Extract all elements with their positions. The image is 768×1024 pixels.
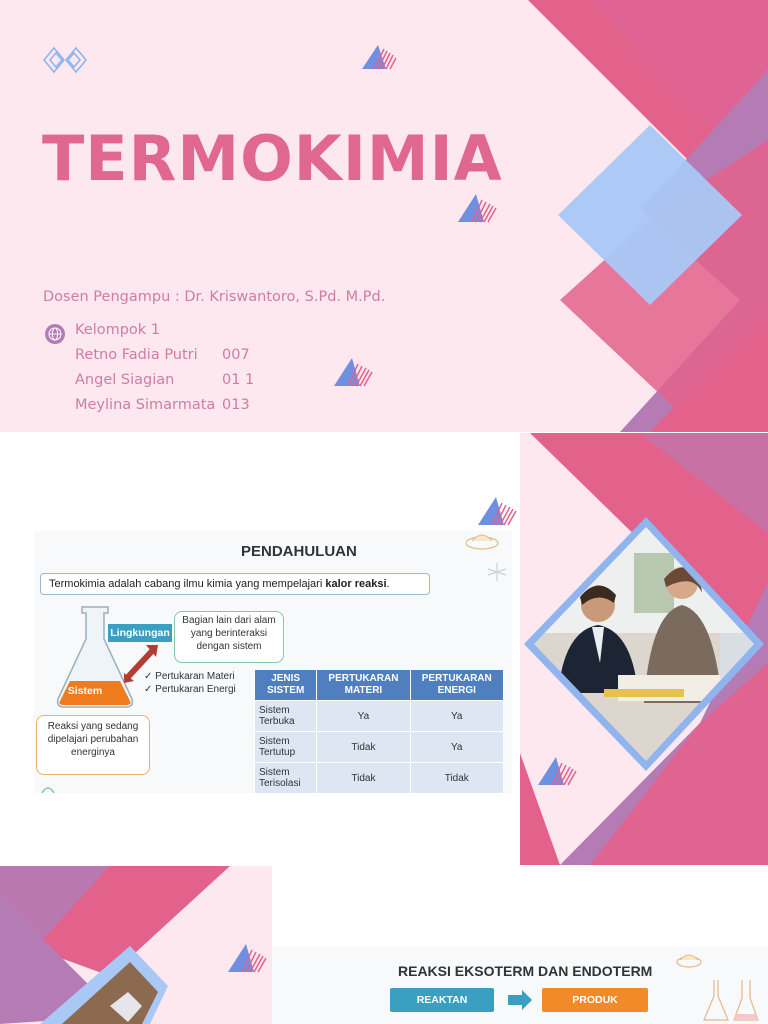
striped-triangle-icon: [360, 43, 400, 71]
environment-callout: Bagian lain dari alam yang berinteraksi dengan sistem: [174, 611, 284, 663]
petri-dish-icon: [464, 527, 504, 553]
member-number: 01 1: [222, 372, 255, 388]
intro-slide: [0, 433, 768, 865]
member-number: 013: [222, 397, 250, 413]
infinity-logo-icon: [42, 44, 88, 76]
table-row: Sistem Terisolasi Tidak Tidak: [255, 763, 504, 794]
lingkungan-label: Lingkungan: [108, 624, 172, 642]
intro-panel: [34, 531, 512, 793]
system-callout: Reaksi yang sedang dipelajari perubahan energinya: [36, 715, 150, 775]
reactant-box: REAKTAN: [390, 988, 494, 1012]
business-team-photo: [514, 513, 768, 775]
member-name: Meylina Simarmata: [75, 397, 216, 413]
lab-glassware-icon: [702, 976, 762, 1024]
striped-triangle-icon: [226, 942, 272, 974]
group-label: Kelompok 1: [75, 322, 161, 338]
table-header: PERTUKARAN MATERI: [317, 670, 410, 701]
striped-triangle-icon: [456, 192, 502, 224]
sistem-label: Sistem: [67, 685, 103, 697]
content-card: [272, 866, 768, 1024]
section-title: PENDAHULUAN: [241, 543, 357, 560]
member-name: Retno Fadia Putri: [75, 347, 198, 363]
reaction-slide: [0, 866, 768, 1024]
bullet-item: ✓ Pertukaran Materi: [144, 671, 235, 682]
bullet-item: ✓ Pertukaran Energi: [144, 684, 236, 695]
member-name: Angel Siagian: [75, 372, 175, 388]
petri-dish-icon: [674, 946, 704, 970]
leaf-icon: [40, 783, 56, 795]
globe-icon: [44, 323, 66, 345]
table-header: JENIS SISTEM: [255, 670, 317, 701]
section-title: REAKSI EKSOTERM DAN ENDOTERM: [398, 963, 653, 979]
right-arrow-icon: [508, 990, 534, 1010]
definition-bold: kalor reaksi: [325, 578, 387, 590]
title-slide: [0, 0, 768, 432]
molecule-icon: [486, 561, 508, 583]
table-row: Sistem Tertutup Tidak Ya: [255, 732, 504, 763]
table-header: PERTUKARAN ENERGI: [410, 670, 503, 701]
definition-text: Termokimia adalah cabang ilmu kimia yang mempelajari: [49, 578, 326, 590]
product-box: PRODUK: [542, 988, 648, 1012]
system-table: [254, 669, 504, 794]
table-row: Sistem Terbuka Ya Ya: [255, 701, 504, 732]
lecturer-text: Dosen Pengampu : Dr. Kriswantoro, S.Pd. M.Pd.: [43, 289, 386, 305]
member-number: 007: [222, 347, 250, 363]
page-title: TERMOKIMIA: [42, 122, 503, 195]
definition-box: Termokimia adalah cabang ilmu kimia yang mempelajari kalor reaksi.: [40, 573, 430, 595]
striped-triangle-icon: [332, 356, 378, 388]
